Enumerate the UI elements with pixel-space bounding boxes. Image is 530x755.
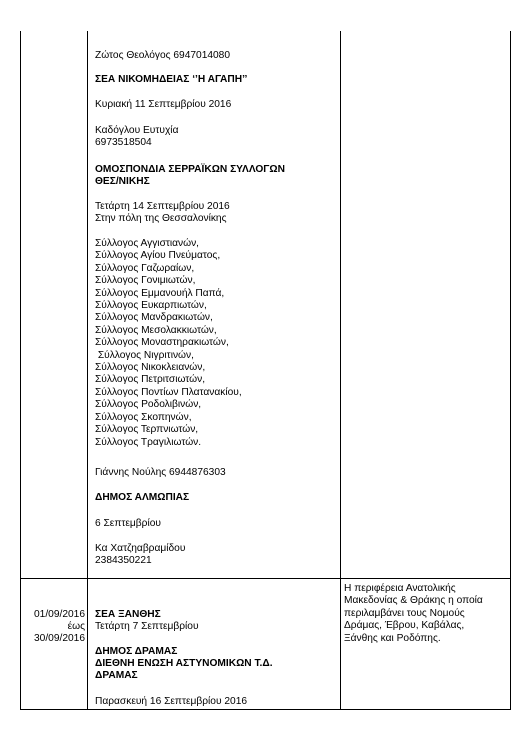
place-thessaloniki: Στην πόλη της Θεσσαλονίκης [95,213,227,224]
contact-chatziavramidou-name: Κα Χατζηαβραμίδου [95,543,186,554]
table-col-divider-1 [87,31,88,710]
list-item: Σύλλογος Γονιμιωτών, [95,275,196,287]
org-dimos-almopias: ΔΗΜΟΣ ΑΛΜΩΠΙΑΣ [95,492,190,503]
contact-noulis: Γιάννης Νούλης 6944876303 [95,467,226,478]
region-note [344,583,483,645]
note-line: Μακεδονίας & Θράκης η οποία [344,595,483,607]
clubs-list [95,238,242,449]
org-omospondia-line2: ΘΕΣ/ΝΙΚΗΣ [95,176,150,187]
list-item: Σύλλογος Αγίου Πνεύματος, [95,250,221,262]
list-item: Σύλλογος Αγγιστιανών, [95,238,200,249]
list-item: Σύλλογος Νιγριτινών, [95,349,194,361]
org-diethni-enosi: ΔΙΕΘΝΗ ΕΝΩΣΗ ΑΣΤΥΝΟΜΙΚΩΝ Τ.Δ. [95,658,273,669]
org-sea-xanthis: ΣΕΑ ΞΑΝΘΗΣ [95,609,161,620]
date-6-september: 6 Σεπτεμβρίου [95,518,161,529]
list-item: Σύλλογος Μοναστηρακιωτών, [95,337,229,349]
list-item: Σύλλογος Τερπνιωτών, [95,424,199,436]
table-right-border [510,31,511,710]
table-row-divider [20,578,511,579]
date-friday-16: Παρασκευή 16 Σεπτεμβρίου 2016 [95,696,248,707]
table-col-divider-2 [340,31,341,710]
org-omospondia-line1: ΟΜΟΣΠΟΝΔΙΑ ΣΕΡΡΑΪΚΩΝ ΣΥΛΛΟΓΩΝ [95,164,285,175]
list-item: Σύλλογος Ροδολιβινών, [95,399,202,411]
org-dramas: ΔΡΑΜΑΣ [95,670,138,681]
date-wednesday-14: Τετάρτη 14 Σεπτεμβρίου 2016 [95,201,230,212]
contact-kadoglou-name: Καδόγλου Ευτυχία [95,125,179,136]
list-item: Σύλλογος Εμμανουήλ Παπά, [95,287,225,299]
note-line: περιλαμβάνει τους Νομούς [344,607,465,619]
note-line: Ξάνθης και Ροδόπης. [344,632,441,644]
list-item: Σύλλογος Γαζωραίων, [95,262,195,274]
table-bottom-border [20,709,511,710]
date-sunday-11: Κυριακή 11 Σεπτεμβρίου 2016 [95,99,232,110]
contact-chatziavramidou-phone: 2384350221 [95,555,152,566]
date-to: 30/09/2016 [34,632,85,644]
contact-kadoglou-phone: 6973518504 [95,137,152,148]
list-item: Σύλλογος Ποντίων Πλατανακίου, [95,386,242,398]
org-dimos-dramas: ΔΗΜΟΣ ΔΡΑΜΑΣ [95,646,178,657]
date-separator: έως [67,620,85,632]
list-item: Σύλλογος Ευκαρπιωτών, [95,300,207,312]
contact-zotos: Ζώτος Θεολόγος 6947014080 [95,50,231,61]
list-item: Σύλλογος Σκοπηνών, [95,411,192,423]
note-line: Δράμας, Έβρου, Καβάλας, [344,620,465,632]
list-item: Σύλλογος Μανδρακιωτών, [95,312,213,324]
date-range [20,609,85,644]
org-sea-nikomideias: ΣΕΑ ΝΙΚΟΜΗΔΕΙΑΣ ‘’Η ΑΓΑΠΗ’’ [95,74,248,85]
date-wednesday-7: Τετάρτη 7 Σεπτεμβρίου [95,621,199,632]
list-item: Σύλλογος Μεσολακκιωτών, [95,324,217,336]
list-item: Σύλλογος Πετριτσιωτών, [95,374,206,386]
list-item: Σύλλογος Νικοκλειανών, [95,362,206,374]
date-from: 01/09/2016 [34,609,85,620]
list-item: Σύλλογος Τραγιλιωτών. [95,436,202,448]
note-line: Η περιφέρεια Ανατολικής [344,583,456,594]
